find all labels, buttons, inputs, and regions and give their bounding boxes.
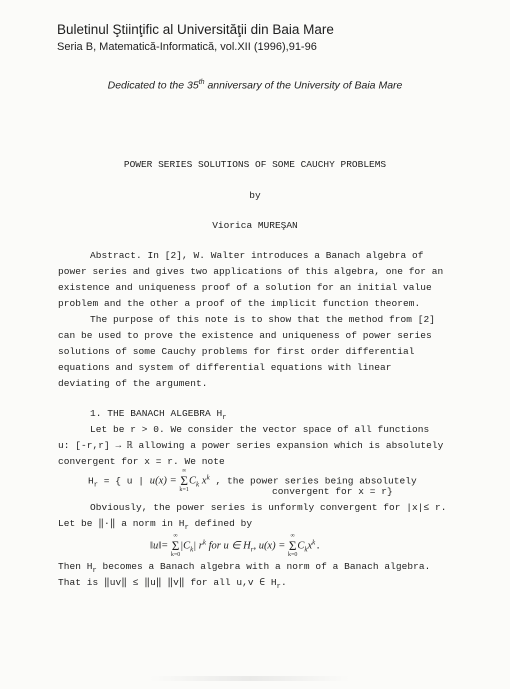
sum-symbol: ∞ Σ k=0 (170, 533, 181, 558)
journal-series: Seria B, Matematică-Informatică, vol.XII (1996),91-96 (57, 41, 317, 53)
body-line: convergent for x = r. We note (58, 456, 225, 467)
norm-equation: ‖u‖= ∞ Σ k=0 $|C_k|$ $r^k$ for u ∈ $H_r$, u(x) = ∞ Σ k=0 $C_kx^k$. (150, 533, 321, 558)
body-line: That is ‖uv‖ ≤ ‖u‖ ‖v‖ for all u,v ∈ $H_r$. (58, 577, 287, 591)
scan-smudge (150, 676, 350, 681)
section-heading: 1. THE BANACH ALGEBRA $H_r$ (90, 408, 227, 422)
dedication: Dedicated to the 35th anniversary of the University of Baia Mare (107, 79, 403, 92)
abstract-line: Abstract. In [2], W. Walter introduces a Banach algebra of (90, 250, 424, 261)
body-line: Then $H_r$ becomes a Banach algebra with a norm of a Banach algebra. (58, 561, 431, 575)
abstract-line: equations and system of differential equations with linear (58, 362, 392, 373)
definition-line: $H_r$ = { u | u(x) = ∞ Σ k=1 $C_k$ $x^k$ , the power series being absolutely (88, 468, 417, 493)
abstract-line: can be used to prove the existence and uniqueness of power series (58, 330, 432, 341)
body-line: Obviously, the power series is unformly convergent for |x|≤ r. (90, 502, 447, 513)
abstract-line: deviating of the argument. (58, 378, 208, 389)
abstract-line: solutions of some Cauchy problems for first order differential (58, 346, 415, 357)
body-line: u: [-r,r] → ℝ allowing a power series expansion which is absolutely (58, 440, 444, 451)
paper-title: POWER SERIES SOLUTIONS OF SOME CAUCHY PROBLEMS (123, 159, 387, 170)
author-name: Viorica MUREŞAN (212, 220, 298, 231)
abstract-line: existence and uniqueness proof of a solution for an initial value (58, 282, 432, 293)
by-line: by (249, 190, 261, 201)
sum-symbol: ∞ Σ k=0 (287, 533, 298, 558)
body-line: Let be ‖·‖ a norm in $H_r$ defined by (58, 518, 253, 532)
abstract-line: power series and gives two applications of this algebra, one for an (58, 266, 444, 277)
journal-name: Buletinul Ştiinţific al Universităţii din Baia Mare (57, 22, 334, 37)
abstract-line: problem and the other a proof of the implicit function theorem. (58, 298, 421, 309)
abstract-line: The purpose of this note is to show that the method from [2] (90, 314, 436, 325)
sum-symbol: ∞ Σ k=1 (179, 468, 189, 493)
body-line: Let be r > 0. We consider the vector space of all functions (90, 424, 430, 435)
definition-continuation: convergent for x = r} (272, 486, 393, 497)
